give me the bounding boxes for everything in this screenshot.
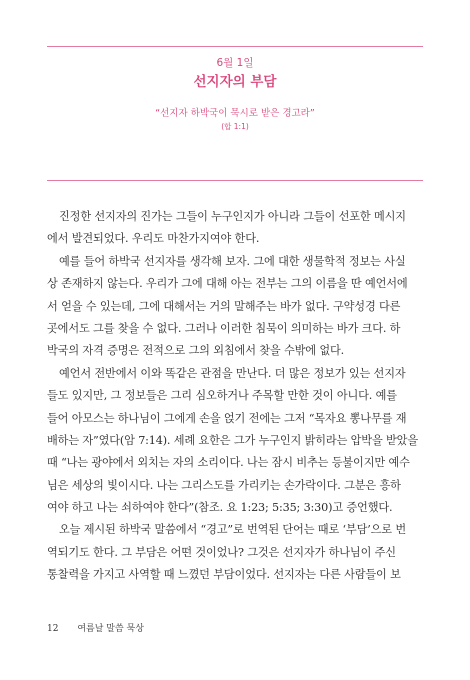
page-number: 12 (47, 624, 59, 634)
body-line: 역되기도 한다. 그 부담은 어떤 것이었나? 그것은 선지자가 하나님이 주신 (47, 545, 396, 559)
body-line: 여야 하고 나는 쇠하여야 한다”(참조. 요 1:23; 5:35; 3:30)고 증언했다. (47, 501, 393, 515)
page-footer (47, 621, 144, 634)
body-line: 곳에서도 그를 찾을 수 없다. 그러나 이러한 침묵이 의미하는 바가 크다. 하 (47, 321, 401, 335)
body-line: 통찰력을 가지고 사역할 때 느꼈던 부담이었다. 선지자는 다른 사람들이 보 (47, 568, 401, 582)
body-line: 상 존재하지 않는다. 우리가 그에 대해 아는 전부는 그의 이름을 딴 예언서에 (47, 277, 408, 291)
body-line: 예를 들어 하박국 선지자를 생각해 보자. 그에 대한 생물학적 정보는 사실 (59, 254, 406, 268)
body-line: 서 얻을 수 있는데, 그에 대해서는 거의 말해주는 바가 없다. 구약성경 다른 (47, 299, 401, 313)
body-line: 배하는 자”였다(암 7:14). 세례 요한은 그가 누구인지 밝히라는 압박을 받았을 (47, 433, 418, 447)
top-divider (47, 46, 423, 47)
devotional-date: 6월 1일 (216, 57, 254, 69)
body-line: 때 “나는 광야에서 외치는 자의 소리이다. 나는 잠시 비추는 등불이지만 예수 (47, 456, 410, 470)
body-line: 오늘 제시된 하박국 말씀에서 “경고”로 번역된 단어는 때로 ‘부담’으로 번 (59, 523, 407, 537)
scripture-reference: (합 1:1) (221, 122, 249, 131)
body-line: 들도 있지만, 그 정보들은 그리 심오하거나 주목할 만한 것이 아니다. 예를 (47, 389, 397, 403)
book-title: 여름날 말씀 묵상 (77, 624, 144, 634)
body-line: 님은 세상의 빛이시다. 나는 그리스도를 가리키는 손가락이다. 그분은 흥하 (47, 478, 401, 492)
body-line: 박국의 자격 증명은 전적으로 그의 외침에서 찾을 수밖에 없다. (47, 344, 345, 358)
page-title: 선지자의 부담 (193, 74, 277, 90)
body-line: 진정한 선지자의 진가는 그들이 누구인지가 아니라 그들이 선포한 메시지 (59, 210, 406, 223)
scripture-quote: “선지자 하박국이 묵시로 받은 경고라” (155, 108, 315, 119)
body-line: 에서 발견되었다. 우리도 마찬가지여야 한다. (47, 232, 260, 246)
body-line: 예언서 전반에서 이와 똑같은 관점을 만난다. 더 많은 정보가 있는 선지자 (59, 366, 406, 380)
body-line: 들어 아모스는 하나님이 그에게 손을 얹기 전에는 그저 “목자요 뽕나무를 재 (47, 411, 407, 425)
bottom-divider (47, 180, 423, 181)
body-text (47, 206, 423, 587)
